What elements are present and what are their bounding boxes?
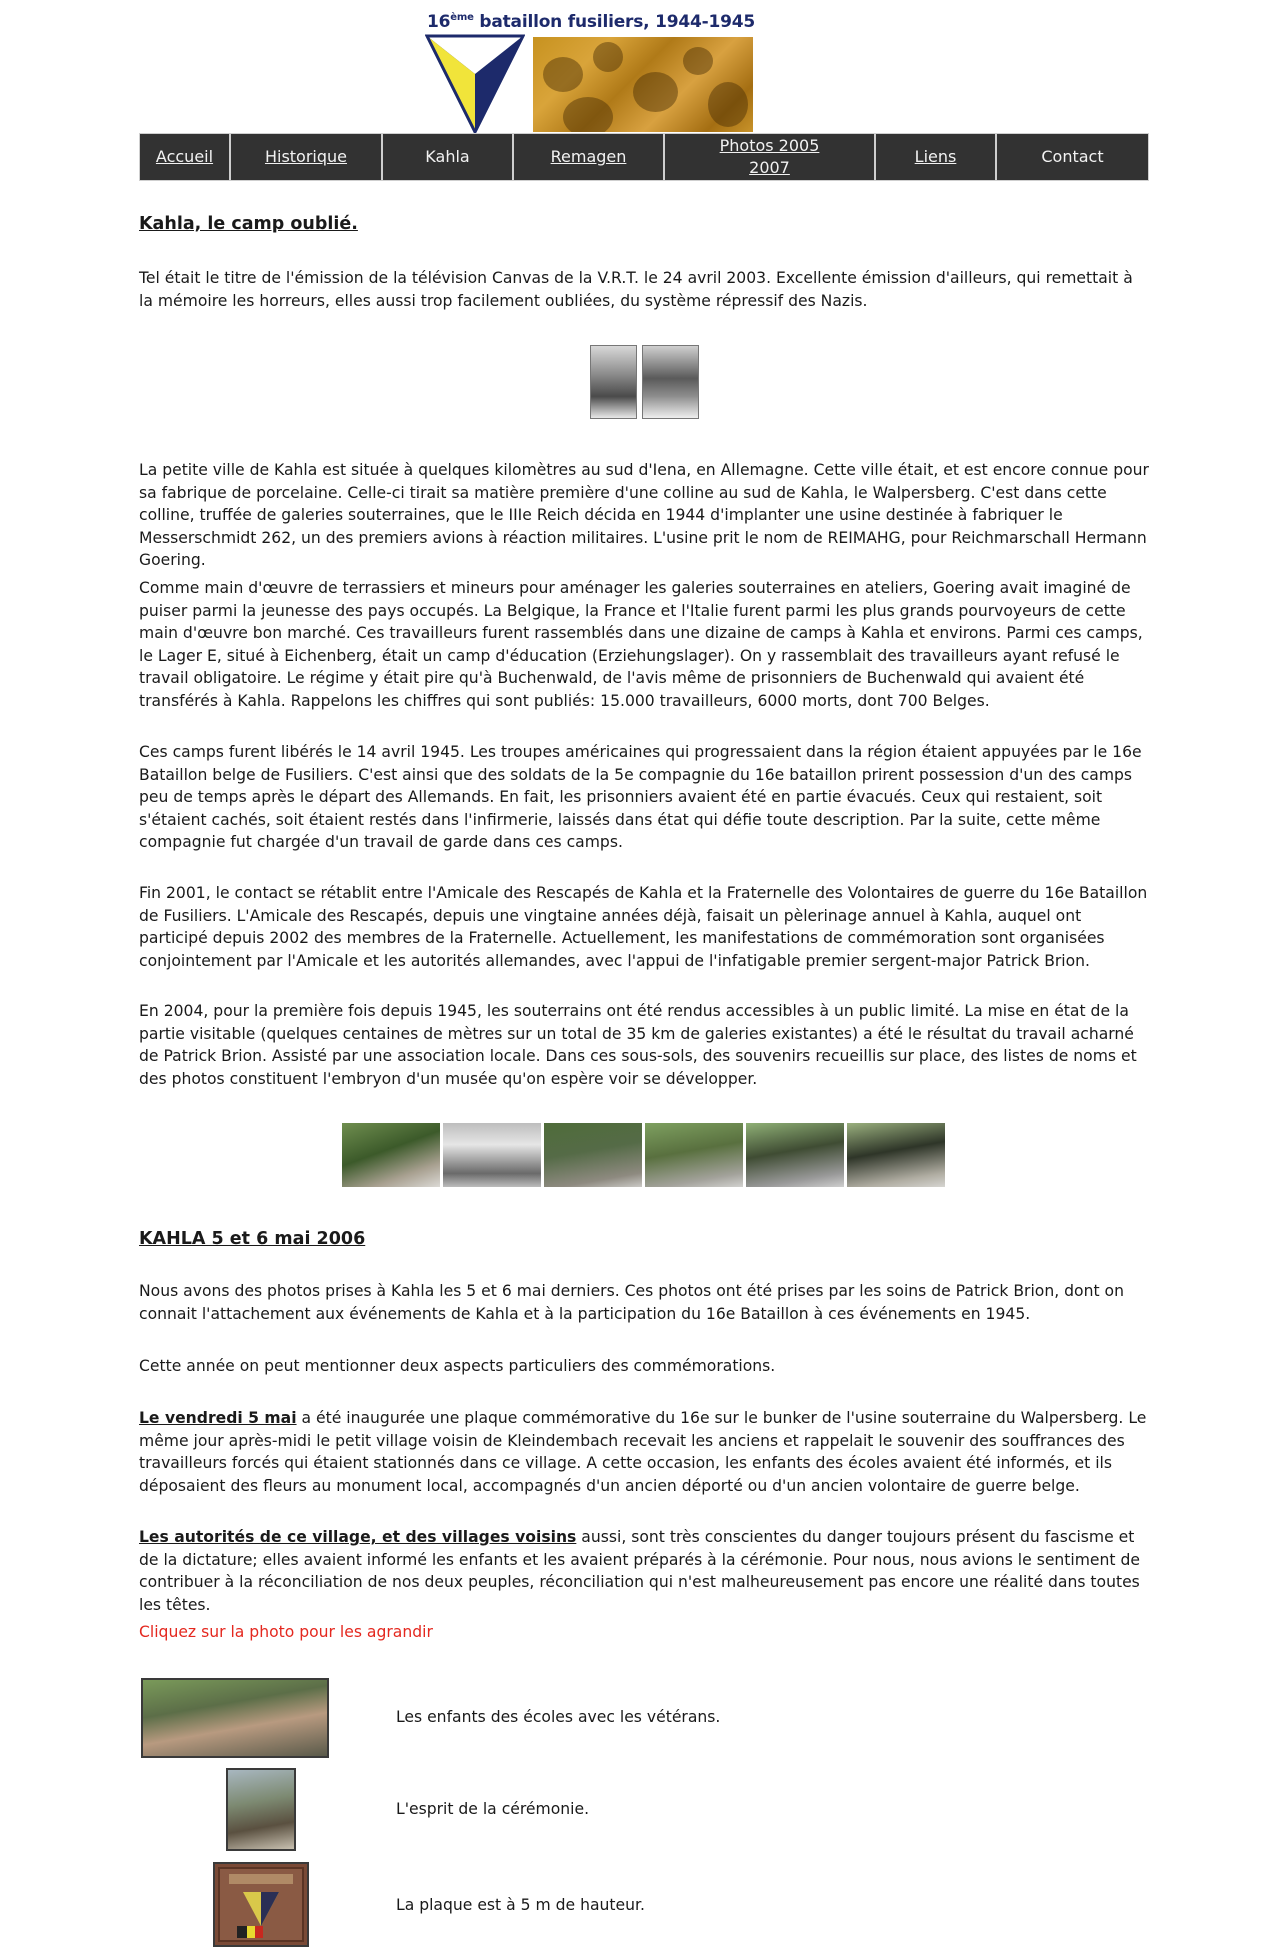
plaque-emblem-icon [215, 1864, 307, 1945]
paragraph-amicale: Fin 2001, le contact se rétablit entre l'Amicale des Rescapés de Kahla et la Fraternelle des Volontaires de guerre du 16e Bataillon de Fusiliers. L'Amicale des Rescapés, depuis une vingtaine années déjà, faisait un pèlerinage annuel à Kahla, auquel ont participé depuis 2002 des membres de la Fraternelle. Actuellement, les manifestations de commémoration sont organisées conjointement par l'Amicale et les autorités allemandes, avec l'appui de l'infatigable premier sergent-major Patrick Brion. [139, 884, 1148, 970]
paragraph-tunnels: En 2004, pour la première fois depuis 1945, les souterrains ont été rendus accessibles à un public limité. La mise en état de la partie visitable (quelques centaines de mètres sur un total de 35 km de galeries existantes) a été le résultat du travail acharné de Patrick Brion. Assisté par une association locale. Dans ces sous-sols, des souvenirs recueillis sur place, des listes de noms et des photos constituent l'embryon d'un musée qu'on espère voir se développer. [139, 1002, 1137, 1088]
nav-kahla[interactable]: Kahla [383, 134, 512, 180]
site-banner [425, 12, 755, 122]
archive-photo-camp[interactable] [590, 345, 637, 419]
nav-historique[interactable]: Historique [231, 134, 381, 180]
gallery-photo-2[interactable] [443, 1123, 541, 1195]
page-title: Kahla, le camp oublié. [139, 214, 358, 234]
friday-link[interactable]: Le vendredi 5 mai [139, 1409, 297, 1427]
paragraph-aspects: Cette année on peut mentionner deux aspects particuliers des commémorations. [139, 1357, 776, 1375]
intro-paragraph: Tel était le titre de l'émission de la télévision Canvas de la V.R.T. le 24 avril 2003. Excellente émission d'ailleurs, qui remettait à la mémoire les horreurs, elles aussi trop facilement oubliées, du système répressif des Nazis. [139, 269, 1133, 310]
paragraph-photos-2006: Nous avons des photos prises à Kahla les 5 et 6 mai derniers. Ces photos ont été prises par les soins de Patrick Brion, dont on connait l'attachement aux événements de Kahla et à la participation du 16e Bataillon à ces événements en 1945. [139, 1282, 1124, 1323]
archive-photo-prisoners[interactable] [642, 345, 699, 419]
main-nav [139, 133, 1149, 181]
section-heading-2006: KAHLA 5 et 6 mai 2006 [139, 1229, 366, 1249]
gallery-photo-1[interactable] [342, 1123, 440, 1195]
banner-soldiers-photo [533, 37, 753, 132]
photo-children-veterans[interactable] [141, 1678, 329, 1758]
paragraph-kahla-town: La petite ville de Kahla est située à quelques kilomètres au sud d'Iena, en Allemagne. Cette ville était, et est encore connue pour sa fabrique de porcelaine. Celle-ci tirait sa matière première d'une colline au sud de Kahla, le Walpersberg. C'est dans cette colline, truffée de galeries souterraines, que le IIIe Reich décida en 1944 d'implanter une usine destinée à fabriquer le Messerschmidt 262, un des premiers avions à réaction militaires. L'usine prit le nom de REIMAHG, pour Reichmarschall Hermann Goering. [139, 461, 1149, 569]
gallery-photo-4[interactable] [645, 1123, 743, 1195]
caption-ceremony: L'esprit de la cérémonie. [396, 1800, 590, 1818]
caption-children: Les enfants des écoles avec les vétérans. [396, 1708, 721, 1726]
caption-plaque: La plaque est à 5 m de hauteur. [396, 1896, 645, 1914]
nav-accueil[interactable]: Accueil [140, 134, 229, 180]
photo-plaque[interactable] [213, 1862, 309, 1947]
battalion-logo-icon [425, 34, 525, 134]
paragraph-liberation: Ces camps furent libérés le 14 avril 1945. Les troupes américaines qui progressaient dans la région étaient appuyées par le 16e Bataillon belge de Fusiliers. C'est ainsi que des soldats de la 5e compagnie du 16e bataillon prirent possession d'un des camps peu de temps après le départ des Allemands. En fait, les prisonniers avaient été en partie évacués. Ceux qui restaient, soit s'étaient cachés, soit étaient restés dans l'infirmerie, laissés dans état qui défie toute description. Par la suite, cette même compagnie fut chargée d'un travail de garde dans ces camps. [139, 743, 1142, 851]
paragraph-authorities: Les autorités de ce village, et des villages voisins aussi, sont très conscientes du danger toujours présent du fascisme et de la dictature; elles avaient informé les enfants et les avaient préparés à la cérémonie. Pour nous, nous avions le sentiment de contribuer à la réconciliation de nos deux peuples, réconciliation qui n'est malheureusement pas encore une réalité dans toutes les têtes. [139, 1528, 1140, 1614]
nav-photos[interactable]: Photos 2005 2007 [665, 134, 874, 180]
site-title: 16ème bataillon fusiliers, 1944-1945 [427, 12, 755, 32]
nav-liens[interactable]: Liens [876, 134, 995, 180]
photo-ceremony-spirit[interactable] [226, 1768, 296, 1851]
gallery-photo-3[interactable] [544, 1123, 642, 1195]
paragraph-labour: Comme main d'œuvre de terrassiers et mineurs pour aménager les galeries souterraines en ateliers, Goering avait imaginé de puiser parmi la jeunesse des pays occupés. La Belgique, la France et l'Italie furent parmi les plus grands pourvoyeurs de cette main d'œuvre bon marché. Ces travailleurs furent rassemblés dans une dizaine de camps à Kahla et environs. Parmi ces camps, le Lager E, situé à Eichenberg, était un camp d'éducation (Erziehungslager). On y rassemblait des travailleurs ayant refusé le travail obligatoire. Le régime y était pire qu'à Buchenwald, de l'avis même de prisonniers de Buchenwald qui avaient été transférés à Kahla. Rappelons les chiffres qui sont publiés: 15.000 travailleurs, 6000 morts, dont 700 Belges. [139, 579, 1143, 710]
paragraph-friday: Le vendredi 5 mai a été inaugurée une plaque commémorative du 16e sur le bunker de l'usine souterraine du Walpersberg. Le même jour après-midi le petit village voisin de Kleindembach recevait les anciens et rappelait le souvenir des souffrances des travailleurs forcés qui étaient stationnés dans ce village. A cette occasion, les enfants des écoles avaient été informés, et ils déposaient des fleurs au monument local, accompagnés d'un ancien déporté ou d'un ancien volontaire de guerre belge. [139, 1409, 1147, 1495]
click-hint: Cliquez sur la photo pour les agrandir [139, 1623, 433, 1641]
gallery-photo-6[interactable] [847, 1123, 945, 1195]
gallery-photo-5[interactable] [746, 1123, 844, 1195]
authorities-link[interactable]: Les autorités de ce village, et des villages voisins [139, 1528, 577, 1546]
nav-contact[interactable]: Contact [997, 134, 1148, 180]
nav-remagen[interactable]: Remagen [514, 134, 663, 180]
